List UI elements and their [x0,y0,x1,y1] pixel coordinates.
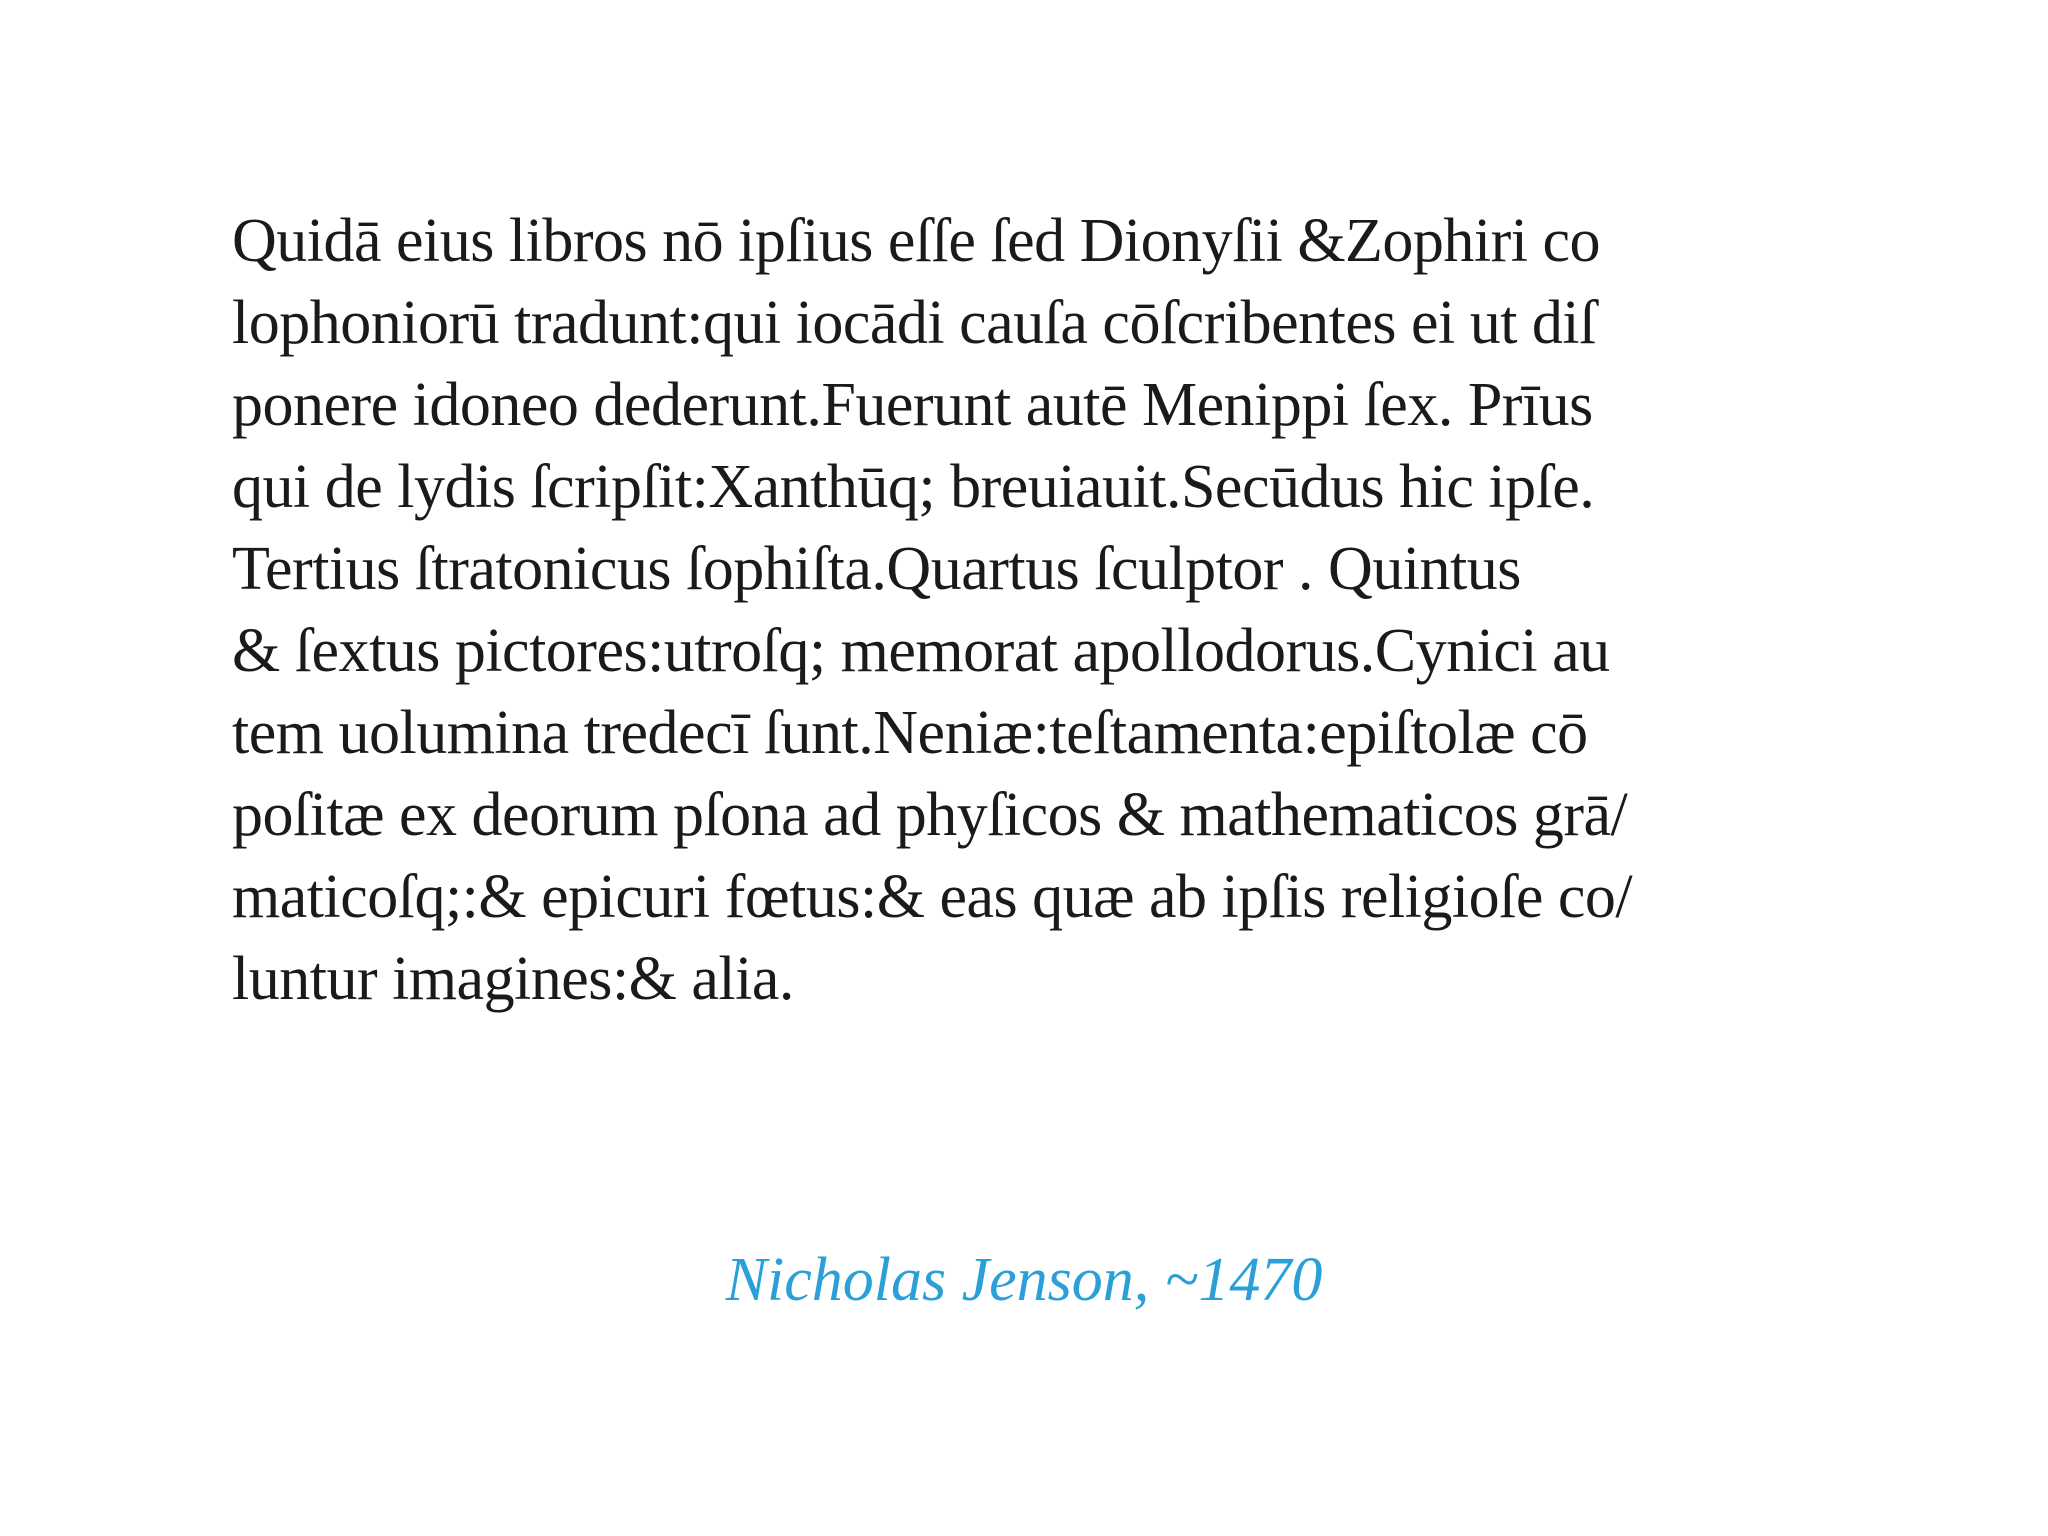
specimen-line-1: Quidā eius libros nō ipſius eſſe ſed Dionyſii &Zophiri co [232,207,1601,275]
jenson-type-specimen [232,200,1872,1020]
specimen-line-10: luntur imagines:& alia. [232,945,794,1013]
specimen-line-9: maticoſq;:& epicuri fœtus:& eas quæ ab ipſis religioſe co/ [232,863,1633,931]
specimen-line-4: qui de lydis ſcripſit:Xanthūq; breuiauit.Secūdus hic ipſe. [232,453,1595,521]
specimen-line-6: & ſextus pictores:utroſq; memorat apollodorus.Cynici au [232,617,1610,685]
specimen-line-8: poſitæ ex deorum pſona ad phyſicos & mathematicos grā/ [232,781,1628,849]
specimen-line-3: ponere idoneo dederunt.Fuerunt autē Menippi ſex. Prīus [232,371,1593,439]
specimen-line-7: tem uolumina tredecī ſunt.Neniæ:teſtamenta:epiſtolæ cō [232,699,1588,767]
specimen-line-2: lophoniorū tradunt:qui iocādi cauſa cōſcribentes ei ut diſ [232,289,1596,357]
caption: Nicholas Jenson, ~1470 [725,1246,1323,1314]
specimen-line-5: Tertius ſtratonicus ſophiſta.Quartus ſculptor . Quintus [232,535,1521,603]
